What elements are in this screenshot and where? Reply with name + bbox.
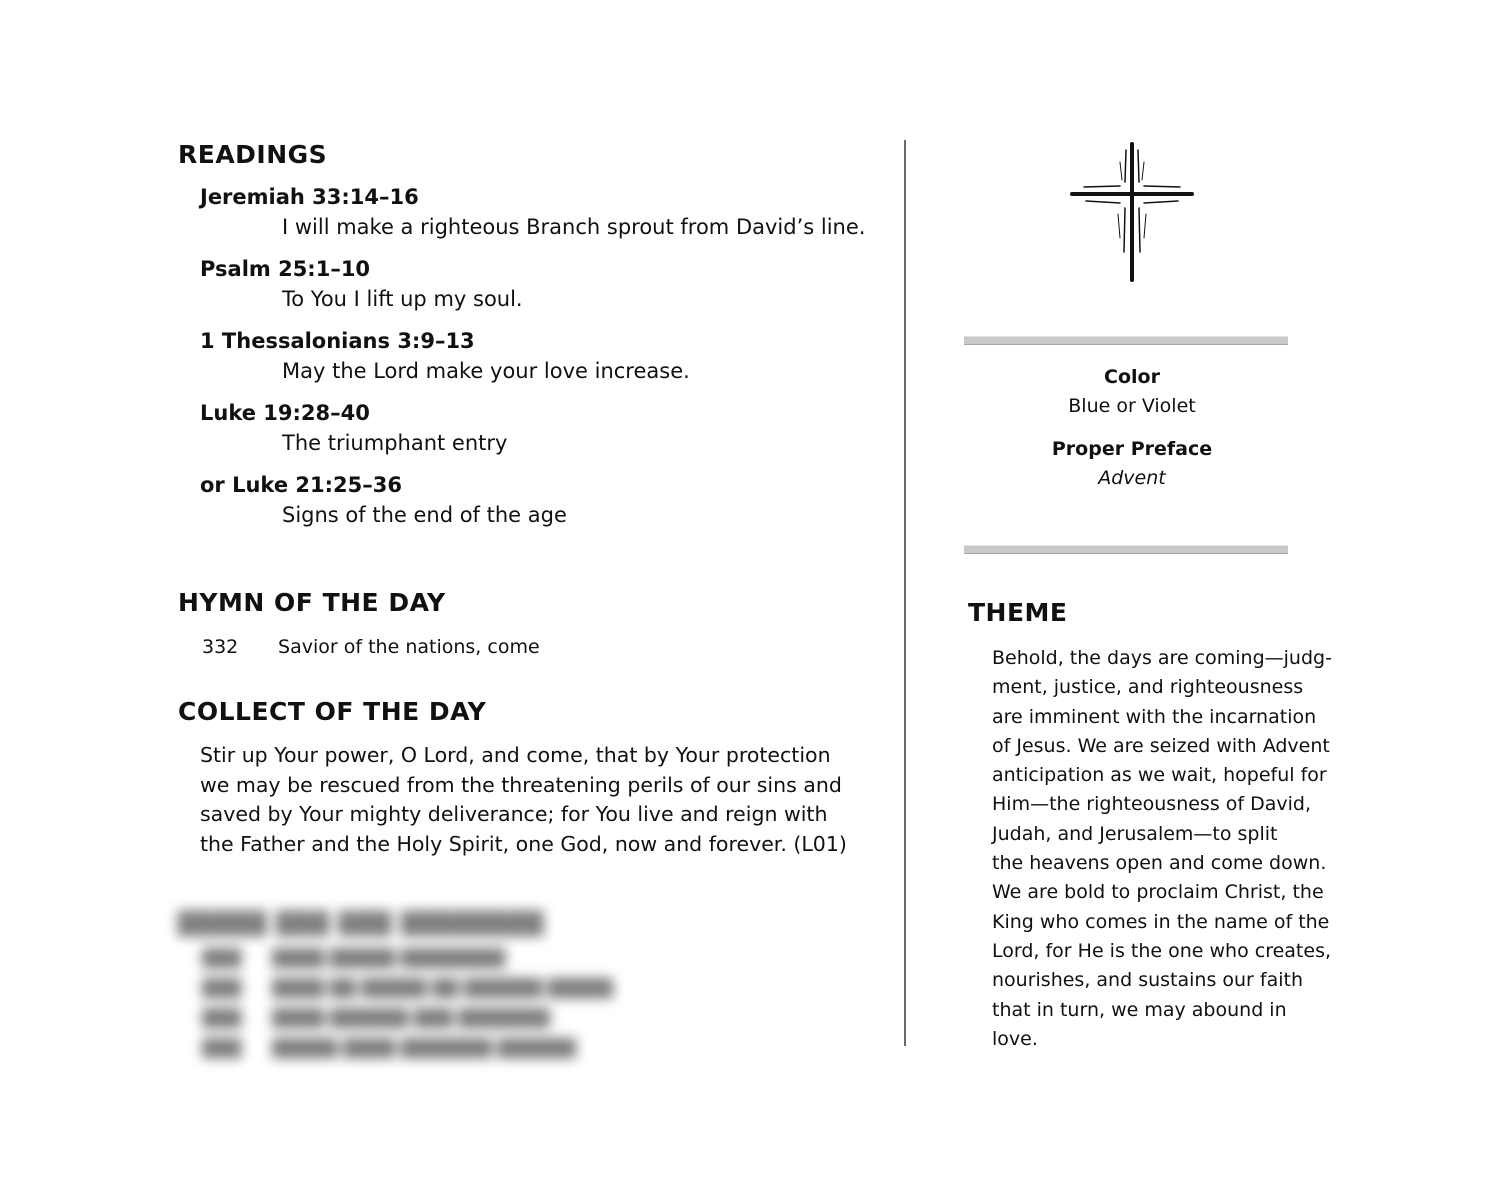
reading-reference: 1 Thessalonians 3:9–13 (200, 329, 475, 353)
readings-list (178, 182, 878, 530)
reading-description: Signs of the end of the age (282, 503, 567, 527)
collect-heading: COLLECT OF THE DAY (178, 697, 487, 726)
reading-reference: Luke 19:28–40 (200, 401, 370, 425)
reading-item (200, 470, 878, 530)
theme-text: Behold, the days are coming—judg- ment, justice, and righteousness are imminent with the incarnation of Jesus. We are seized with Advent anticipation as we wait, hopeful for Him—the righteousness of David, Judah, and Jerusalem—to split the heavens open and come down. We are bold to proclaim Christ, the King who comes in the name of the Lord, for He is the one who creates, nourishes, and sustains our faith that in turn, we may abound in love. (992, 647, 1332, 1050)
hymn-title: Savior of the nations, come (278, 636, 540, 658)
top-divider-rule (964, 336, 1288, 345)
proper-preface-label: Proper Preface (1051, 438, 1213, 460)
reading-description: The triumphant entry (282, 431, 508, 455)
hymn-row (202, 636, 540, 658)
theme-heading: THEME (968, 598, 1068, 627)
hymn-heading: HYMN OF THE DAY (178, 588, 446, 617)
blurred-row: ███ █████ ████ ███████ ██████ (202, 1039, 576, 1059)
collect-text: Stir up Your power, O Lord, and come, that by Your protection we may be rescued from the threatening perils of our sins and saved by Your mighty deliverance; for You live and reign with the Father and the Holy Spirit, one God, now and forever. (L01) (200, 743, 847, 856)
cross-icon (1070, 142, 1194, 282)
reading-item (200, 254, 878, 314)
column-divider (904, 140, 906, 1046)
blurred-row: ███ ████ ██ █████ ██ ██████ █████ (202, 979, 613, 999)
color-label: Color (1104, 366, 1160, 388)
blurred-heading: █████ ███ ███ ████████ (178, 912, 545, 937)
readings-section (178, 140, 878, 530)
hymn-number: 332 (202, 636, 239, 658)
liturgical-info-box (964, 362, 1300, 492)
readings-heading: READINGS (178, 140, 328, 169)
reading-reference: Jeremiah 33:14–16 (200, 185, 419, 209)
reading-description: I will make a righteous Branch sprout from David’s line. (282, 215, 866, 239)
blurred-row: ███ ████ ██████ ███ ███████ (202, 1009, 550, 1029)
bottom-divider-rule (964, 545, 1288, 554)
color-value: Blue or Violet (1068, 395, 1196, 417)
reading-reference: Psalm 25:1–10 (200, 257, 371, 281)
reading-reference: or Luke 21:25–36 (200, 473, 402, 497)
reading-item (200, 182, 878, 242)
blurred-row: ███ ████ █████ ████████ (202, 949, 506, 969)
proper-preface-value: Advent (1098, 467, 1166, 489)
reading-description: May the Lord make your love increase. (282, 359, 690, 383)
blurred-hymns-section (178, 912, 698, 1057)
collect-of-the-day-section (178, 697, 858, 859)
theme-section (968, 598, 1332, 1054)
hymn-of-the-day-section (178, 588, 540, 658)
reading-description: To You I lift up my soul. (282, 287, 523, 311)
reading-item (200, 398, 878, 458)
reading-item (200, 326, 878, 386)
